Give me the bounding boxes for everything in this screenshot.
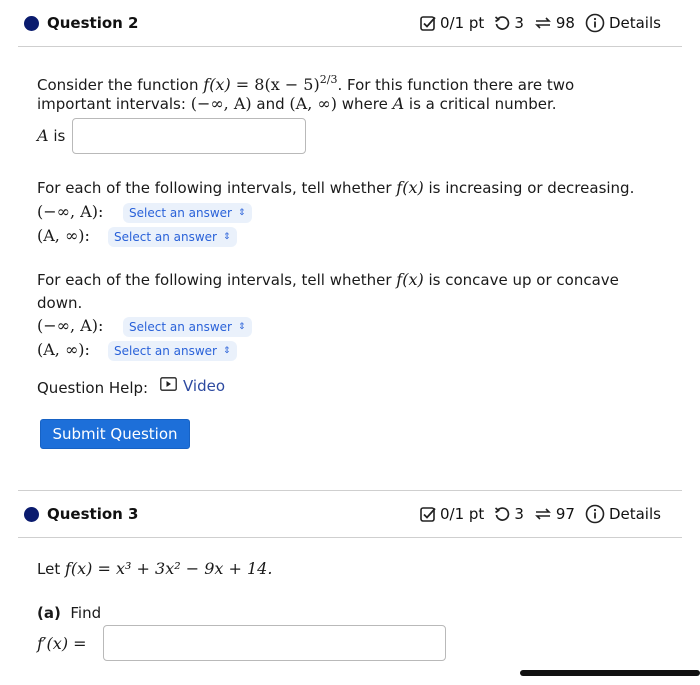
attempts-icon <box>534 15 552 31</box>
concavity-select-2[interactable]: Select an answer ⇕ <box>108 341 237 361</box>
score: 0/1 pt <box>440 14 485 32</box>
derivative-label: f′(x) = <box>37 634 87 653</box>
checkbox-icon <box>420 15 436 31</box>
increasing-prompt: For each of the following intervals, tell whether f(x) is increasing or decreasing. <box>37 178 635 197</box>
divider <box>18 46 682 47</box>
part-a-label: (a) Find <box>37 604 102 622</box>
play-icon <box>160 377 177 395</box>
info-icon[interactable] <box>585 13 605 33</box>
video-link[interactable]: Video <box>160 377 225 395</box>
divider <box>18 490 682 491</box>
q2-header <box>0 3 700 43</box>
attempts-count: 97 <box>555 505 575 523</box>
question-status-dot <box>24 507 39 522</box>
retries-count: 3 <box>514 14 524 32</box>
info-icon[interactable] <box>585 504 605 524</box>
question-meta <box>420 504 661 524</box>
a-is-label: A is <box>37 126 66 145</box>
attempts-count: 98 <box>555 14 575 32</box>
question-status-dot <box>24 16 39 31</box>
q3-header <box>0 494 700 534</box>
question-title: Question 3 <box>47 505 139 523</box>
question-help-label: Question Help: <box>37 379 149 397</box>
question-meta <box>420 13 661 33</box>
chevron-updown-icon: ⇕ <box>237 322 246 332</box>
submit-question-button[interactable]: Submit Question <box>40 419 190 449</box>
concavity-prompt-cont: down. <box>37 294 83 312</box>
q2-intro-line1: Consider the function $f(x) = 8(x - 5)^{2/3}$. For this function there are two <box>37 73 575 94</box>
score: 0/1 pt <box>440 505 485 523</box>
concavity-prompt: For each of the following intervals, tell whether f(x) is concave up or concave <box>37 270 619 289</box>
attempts-icon <box>534 506 552 522</box>
question-title: Question 2 <box>47 14 139 32</box>
chevron-updown-icon: ⇕ <box>222 346 231 356</box>
retry-icon <box>494 15 510 31</box>
divider <box>18 537 682 538</box>
derivative-input[interactable] <box>103 625 446 661</box>
checkbox-icon <box>420 506 436 522</box>
interval-label-2: (A, ∞): <box>37 226 90 245</box>
increasing-select-1[interactable]: Select an answer ⇕ <box>123 203 252 223</box>
retry-icon <box>494 506 510 522</box>
critical-number-input[interactable] <box>72 118 306 154</box>
interval-label-1: (−∞, A): <box>37 202 104 221</box>
q3-function-statement: Let f(x) = x³ + 3x² − 9x + 14. <box>37 559 273 578</box>
interval-label-4: (A, ∞): <box>37 340 90 359</box>
increasing-select-2[interactable]: Select an answer ⇕ <box>108 227 237 247</box>
scrollbar-thumb[interactable] <box>520 670 700 676</box>
chevron-updown-icon: ⇕ <box>222 232 231 242</box>
details-link[interactable]: Details <box>608 14 661 32</box>
q2-intro-line2: important intervals: (−∞, A) and (A, ∞) where A is a critical number. <box>37 94 557 113</box>
retries-count: 3 <box>514 505 524 523</box>
details-link[interactable]: Details <box>608 505 661 523</box>
concavity-select-1[interactable]: Select an answer ⇕ <box>123 317 252 337</box>
interval-label-3: (−∞, A): <box>37 316 104 335</box>
chevron-updown-icon: ⇕ <box>237 208 246 218</box>
